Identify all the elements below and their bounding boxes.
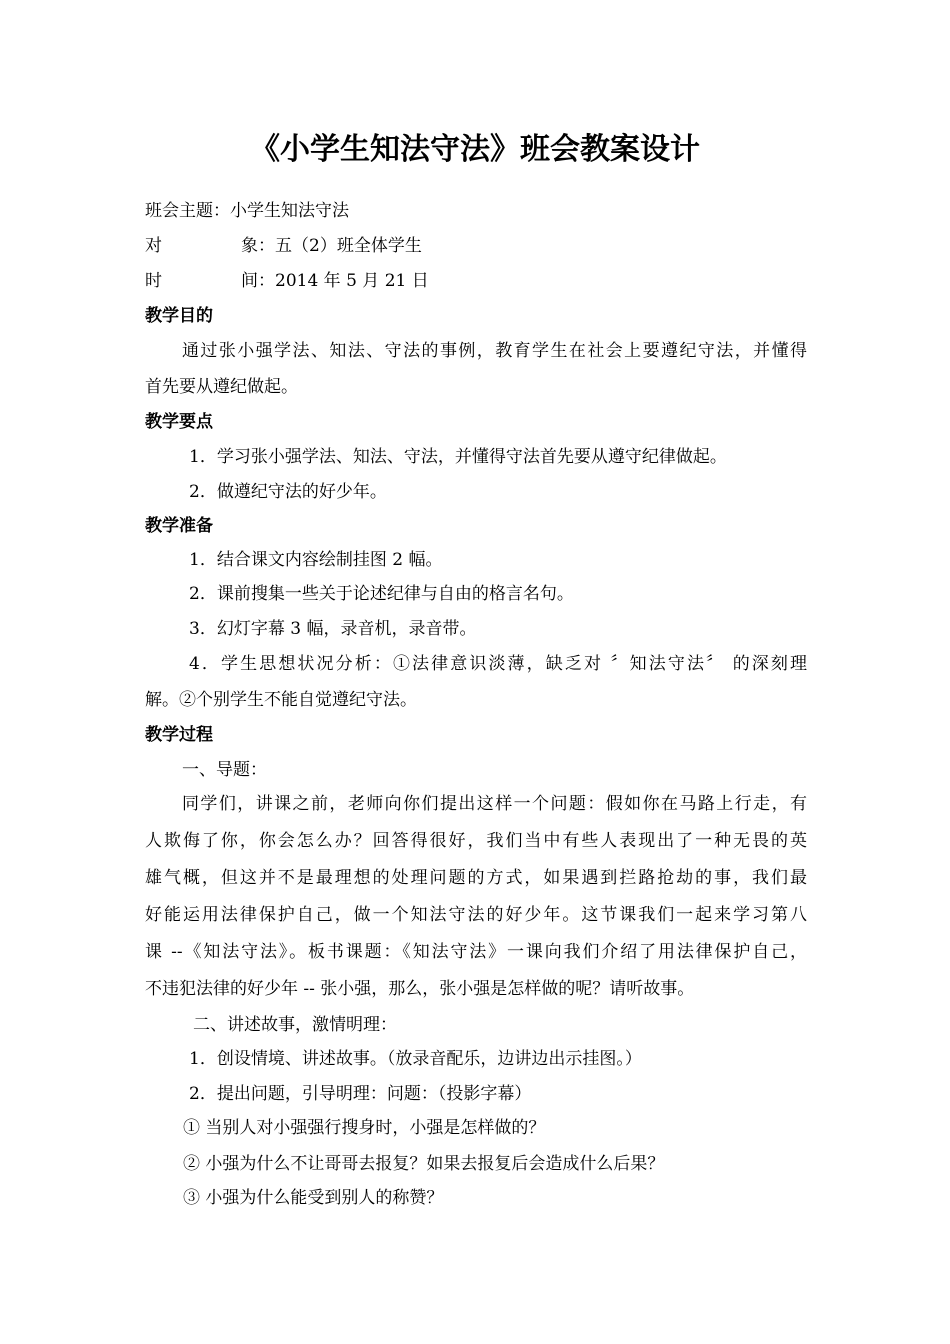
step2-item-1: 1．创设情境、讲述故事。（放录音配乐，边讲边出示挂图。） [189, 1049, 642, 1069]
process-para-line-5: 课 --《知法守法》。板书课题：《知法守法》一课向我们介绍了用法律保护自己， [145, 942, 807, 962]
process-para-line-4: 好能运用法律保护自己，做一个知法守法的好少年。这节课我们一起来学习第八 [145, 905, 807, 925]
keypoint-2: 2．做遵纪守法的好少年。 [189, 482, 387, 502]
process-para-line-3: 雄气概，但这并不是最理想的处理问题的方式，如果遇到拦路抢劫的事，我们最 [145, 868, 807, 888]
prep-item-1: 1．结合课文内容绘制挂图 2 幅。 [189, 550, 443, 570]
purpose-line-1: 通过张小强学法、知法、守法的事例，教育学生在社会上要遵纪守法，并懂得 [182, 341, 807, 361]
heading-prep: 教学准备 [145, 516, 213, 536]
question-1: ① 当别人对小强强行搜身时，小强是怎样做的？ [183, 1118, 546, 1138]
meta-target-value: 五（2）班全体学生 [275, 236, 422, 256]
prep-item-4-line-1: 4．学生思想状况分析：①法律意识淡薄，缺乏对 〞知法守法〞 的深刻理 [189, 654, 807, 674]
meta-time-label-b: 间： [241, 271, 275, 291]
prep-item-2: 2．课前搜集一些关于论述纪律与自由的格言名句。 [189, 584, 574, 604]
heading-process: 教学过程 [145, 725, 213, 745]
question-2: ② 小强为什么不让哥哥去报复？如果去报复后会造成什么后果？ [183, 1154, 665, 1174]
question-3: ③ 小强为什么能受到别人的称赞？ [183, 1188, 444, 1208]
heading-purpose: 教学目的 [145, 306, 213, 326]
meta-theme: 班会主题：小学生知法守法 [145, 201, 349, 221]
process-step-1: 一、导题： [182, 760, 267, 780]
process-step-2: 二、讲述故事，激情明理： [193, 1015, 397, 1035]
process-para-line-6: 不违犯法律的好少年 -- 张小强，那么，张小强是怎样做的呢？请听故事。 [145, 979, 695, 999]
meta-target-label-b: 象： [241, 236, 275, 256]
heading-keypoints: 教学要点 [145, 412, 213, 432]
process-para-line-1: 同学们，讲课之前，老师向你们提出这样一个问题：假如你在马路上行走，有 [182, 794, 807, 814]
step2-item-2: 2．提出问题，引导明理：问题：（投影字幕） [189, 1084, 532, 1104]
meta-time [145, 269, 429, 293]
purpose-line-2: 首先要从遵纪做起。 [145, 377, 298, 397]
meta-target-label-a: 对 [145, 236, 162, 256]
meta-time-value: 2014 年 5 月 21 日 [275, 271, 429, 291]
meta-target [145, 234, 422, 258]
page-title: 《小学生知法守法》班会教案设计 [250, 132, 700, 167]
prep-item-3: 3．幻灯字幕 3 幅，录音机，录音带。 [189, 619, 477, 639]
prep-item-4-line-2: 解。②个别学生不能自觉遵纪守法。 [145, 690, 417, 710]
process-para-line-2: 人欺侮了你，你会怎么办？回答得很好，我们当中有些人表现出了一种无畏的英 [145, 831, 807, 851]
meta-time-label-a: 时 [145, 271, 162, 291]
keypoint-1: 1．学习张小强学法、知法、守法，并懂得守法首先要从遵守纪律做起。 [189, 447, 727, 467]
